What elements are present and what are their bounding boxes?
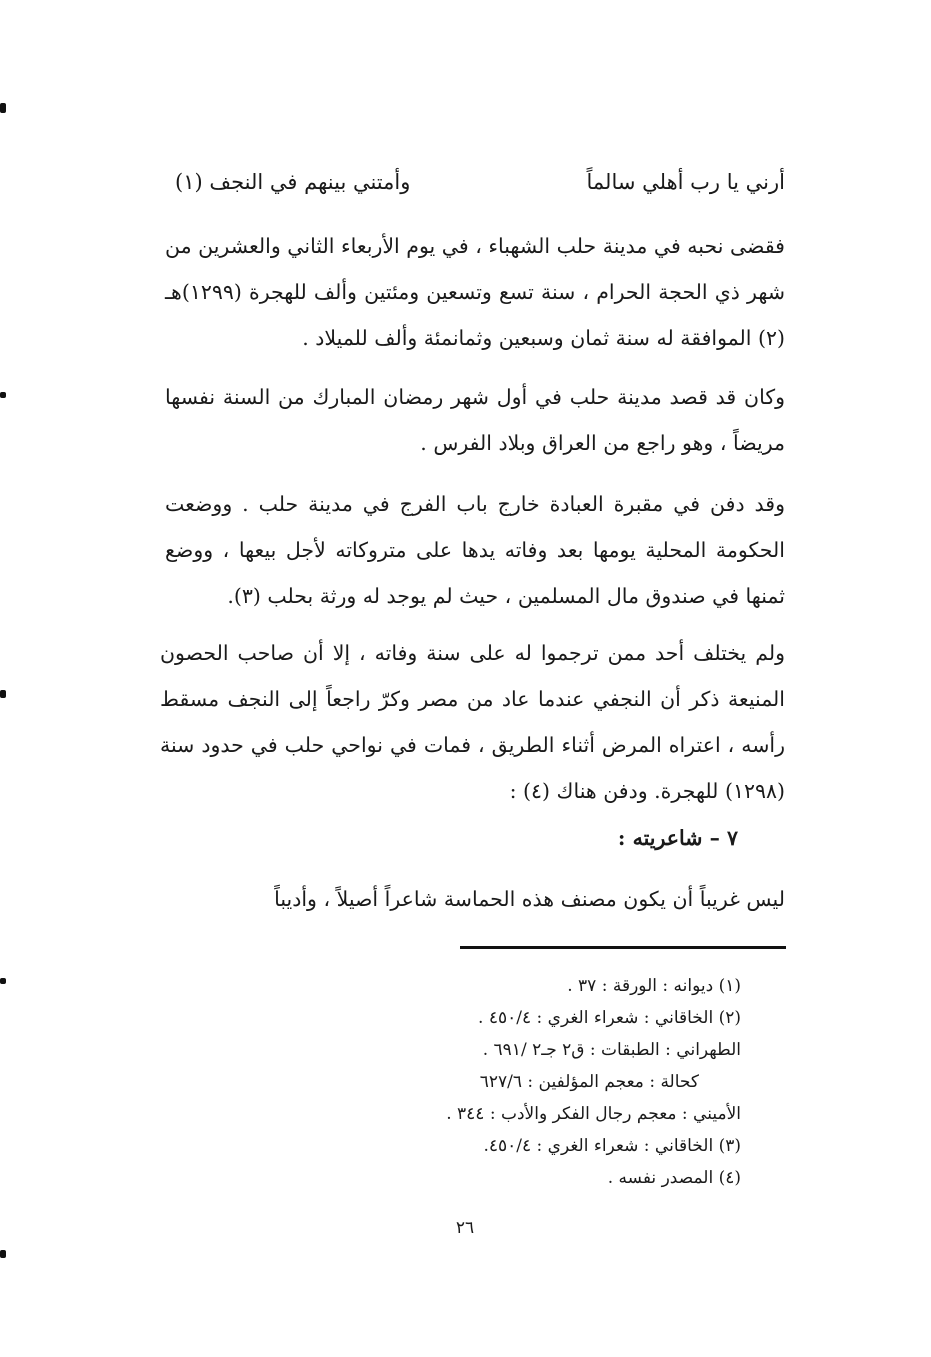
paragraph-burial: وقد دفن في مقبرة العبادة خارج باب الفرج في مدينة حلب . ووضعت الحكومة المحلية يومها بعد وفاته يدها على متروكاته لأجل بيعها ، ووضع ثمنها في صندوق مال المسلمين ، حيث لم يوجد له ورثة بحلب (٣). (165, 492, 785, 608)
page-number: ٢٦ (455, 1218, 475, 1238)
footnote: (٢) الخاقاني : شعراء الغري : ٤٥٠/٤ . (478, 1008, 741, 1028)
footnote: (٣) الخاقاني : شعراء الغري : ٤٥٠/٤. (483, 1136, 741, 1156)
footnote: (١) ديوانه : الورقة : ٣٧ . (567, 976, 741, 996)
section-heading: ٧ – شاعريته : (617, 826, 738, 850)
verse-second-hemistich: وأمتني بينهم في النجف (١) (175, 170, 411, 194)
paragraph-death-year: ولم يختلف أحد ممن ترجموا له على سنة وفاته ، إلا أن صاحب الحصون المنيعة ذكر أن النجفي عندما عاد من مصر وكرّ راجعاً إلى النجف مسقط رأسه ، اعتراه المرض أثناء الطريق ، فمات في نواحي حلب في حدود سنة (١٢٩٨) للهجرة. ودفن هناك (٤) : (160, 641, 785, 803)
paragraph-death-date: فقضى نحبه في مدينة حلب الشهباء ، في يوم الأربعاء الثاني والعشرين من شهر ذي الحجة الحرام ، سنة تسع وتسعين ومئتين وألف للهجرة (١٢٩٩)هـ (٢) الموافقة له سنة ثمان وسبعين وثمانمئة وألف للميلاد . (165, 234, 785, 350)
footnote: (٤) المصدر نفسه . (607, 1168, 741, 1188)
left-edge-mark (0, 392, 6, 398)
left-edge-mark (0, 978, 6, 984)
left-edge-mark (0, 1250, 6, 1258)
paragraph-travel: وكان قد قصد مدينة حلب في أول شهر رمضان المبارك من السنة نفسها مريضاً ، وهو راجع من العراق وبلاد الفرس . (165, 385, 785, 455)
footnote-divider (460, 946, 786, 949)
poem-verse (175, 170, 785, 210)
footnotes (446, 970, 741, 1194)
left-edge-mark (0, 690, 6, 698)
footnote: الأميني : معجم رجال الفكر والأدب : ٣٤٤ . (446, 1104, 741, 1124)
footnote: الطهراني : الطبقات : ق٢ جـ٢ /٦٩١ . (482, 1040, 741, 1060)
paragraph-poetry: ليس غريباً أن يكون مصنف هذه الحماسة شاعراً أصيلاً ، وأديباً (274, 887, 785, 911)
footnote: كحالة : معجم المؤلفين : ٦٢٧/٦ (479, 1072, 699, 1092)
left-edge-mark (0, 103, 6, 113)
verse-first-hemistich: أرني يا رب أهلي سالماً (586, 170, 785, 194)
